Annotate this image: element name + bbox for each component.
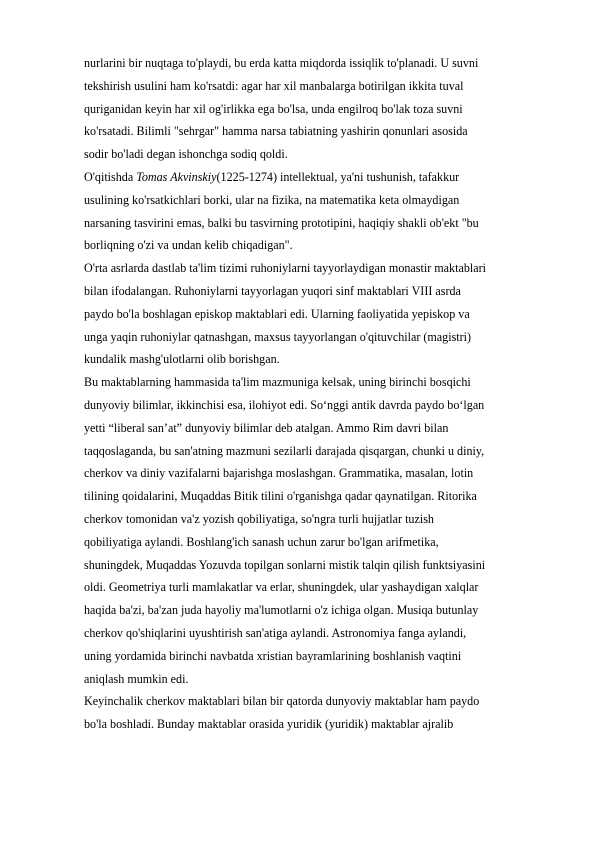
text-line: ko'rsatadi. Bilimli "sehrgar" hamma narsa tabiatning yashirin qonunlari asosida xyxy=(84,124,468,139)
text-line: aniqlash mumkin edi. xyxy=(84,671,189,686)
text-span: (1225-1274) intellektual, ya'ni tushunish, tafakkur xyxy=(216,169,460,184)
text-line: Bu maktablarning hammasida ta'lim mazmuniga kelsak, uning birinchi bosqichi xyxy=(84,375,471,390)
body-text xyxy=(84,52,554,736)
text-line: taqqoslaganda, bu san'atning mazmuni sezilarli darajada qisqargan, chunki u diniy, xyxy=(84,443,485,458)
text-line: usulining ko'rsatkichlari borki, ular na fizika, na matematika keta olmaydigan xyxy=(84,192,460,207)
text-line: dunyoviy bilimlar, ikkinchisi esa, ilohiyot edi. So‘nggi antik davrda paydo bo‘lgan xyxy=(84,397,485,412)
text-line: shuningdek, Muqaddas Yozuvda topilgan sonlarni mistik talqin qilish funktsiyasini xyxy=(84,557,486,572)
text-line: kundalik mashg'ulotlarni olib borishgan. xyxy=(84,352,280,367)
text-line xyxy=(84,166,554,189)
text-line: narsaning tasvirini emas, balki bu tasvirning prototipini, haqiqiy shakli ob'ekt "bu xyxy=(84,215,479,230)
text-line: sodir bo'ladi degan ishonchga sodiq qoldi. xyxy=(84,147,288,162)
text-line: uning yordamida birinchi navbatda xristian bayramlarining boshlanish vaqtini xyxy=(84,648,462,663)
text-line: yetti “liberal san’at” dunyoviy bilimlar deb atalgan. Ammo Rim davri bilan xyxy=(84,420,449,435)
text-line: bilan ifodalangan. Ruhoniylarni tayyorlagan yuqori sinf maktablari VIII asrda xyxy=(84,283,461,298)
text-line: oldi. Geometriya turli mamlakatlar va erlar, shuningdek, ular yashaydigan xalqlar xyxy=(84,580,479,595)
text-line: haqida ba'zi, ba'zan juda hayoliy ma'lumotlarni o'z ichiga olgan. Musiqa butunlay xyxy=(84,603,479,618)
author-name: Tomas Akvinskiy xyxy=(136,169,217,184)
text-line: cherkov tomonidan va'z yozish qobiliyatiga, so'ngra turli hujjatlar tuzish xyxy=(84,511,434,526)
text-line: quriganidan keyin har xil og'irlikka ega bo'lsa, unda engilroq bo'lak toza suvni xyxy=(84,101,463,116)
text-line: cherkov va diniy vazifalarni bajarishga moslashgan. Grammatika, masalan, lotin xyxy=(84,466,474,481)
text-line: borliqning o'zi va undan kelib chiqadigan". xyxy=(84,238,293,253)
text-line: qobiliyatiga aylandi. Boshlang'ich sanash uchun zarur bo'lgan arifmetika, xyxy=(84,534,439,549)
text-line: Keyinchalik cherkov maktablari bilan bir qatorda dunyoviy maktablar ham paydo xyxy=(84,694,480,709)
text-line: bo'la boshladi. Bunday maktablar orasida yuridik (yuridik) maktablar ajralib xyxy=(84,717,454,732)
text-line: O'rta asrlarda dastlab ta'lim tizimi ruhoniylarni tayyorlaydigan monastir maktablari xyxy=(84,261,486,276)
text-line: paydo bo'la boshlagan episkop maktablari edi. Ularning faoliyatida yepiskop va xyxy=(84,306,470,321)
text-line: cherkov qo'shiqlarini uyushtirish san'atiga aylandi. Astronomiya fanga aylandi, xyxy=(84,625,467,640)
text-line: nurlarini bir nuqtaga to'playdi, bu erda katta miqdorda issiqlik to'planadi. U suvni xyxy=(84,56,479,70)
text-line: tekshirish usulini ham ko'rsatdi: agar har xil manbalarga botirilgan ikkita tuval xyxy=(84,78,464,93)
text-line: unga yaqin ruhoniylar qatnashgan, maxsus tayyorlangan o'qituvchilar (magistri) xyxy=(84,329,472,344)
text-line: tilining qoidalarini, Muqaddas Bitik tilini o'rganishga qadar qaynatilgan. Ritorika xyxy=(84,489,477,504)
text-span: O'qitishda xyxy=(84,169,137,184)
